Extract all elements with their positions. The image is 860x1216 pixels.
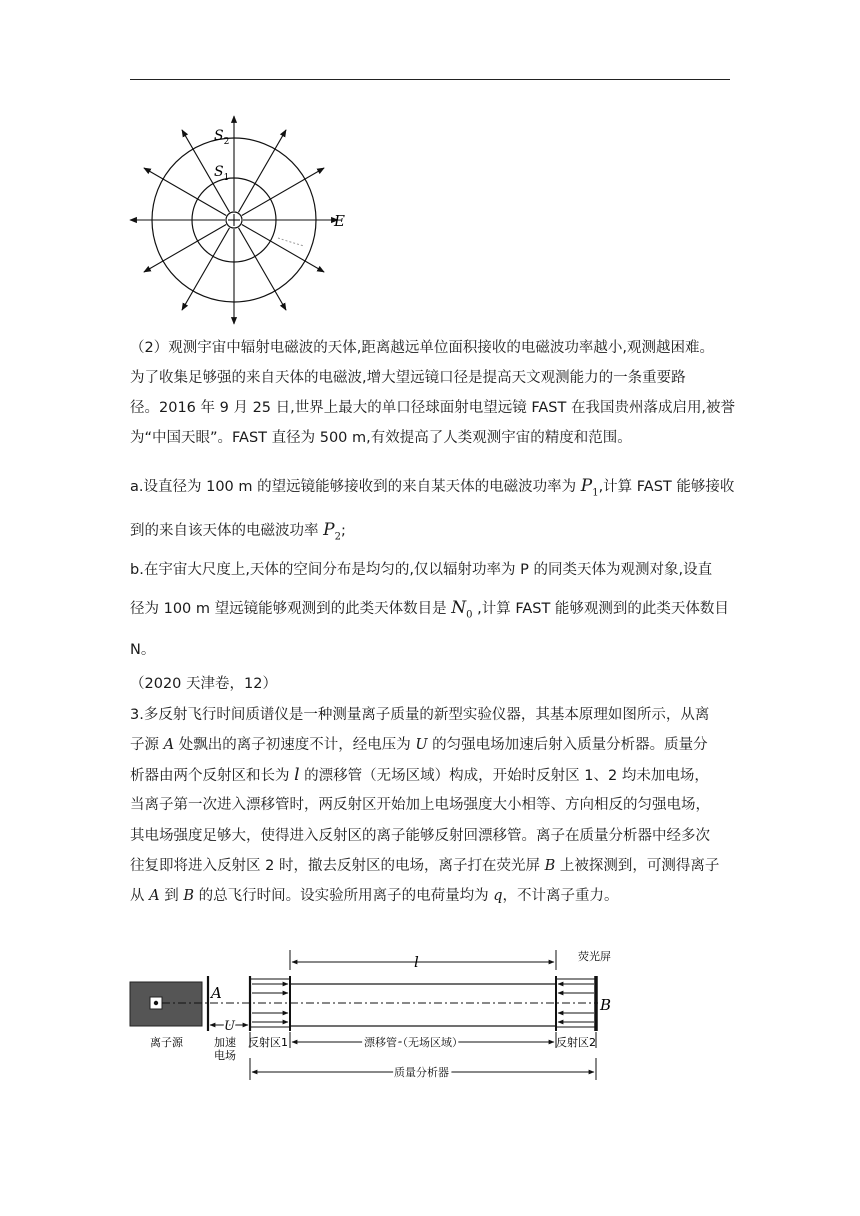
q2-line-4: 为“中国天眼”。FAST 直径为 500 m,有效提高了人类观测宇宙的精度和范围。 xyxy=(130,430,632,446)
source-citation: （2020 天津卷，12） xyxy=(130,676,277,692)
label-s2: $S_2$ xyxy=(214,128,230,147)
q2-b-line-3: N。 xyxy=(130,642,156,658)
q2-b-line-1: b.在宇宙大尺度上,天体的空间分布是均匀的,仅以辐射功率为 P 的同类天体为观测对象,设直 xyxy=(130,562,713,578)
q3-line-3: 析器由两个反射区和长为 l 的漂移管（无场区域）构成，开始时反射区 1、2 均未加电场， xyxy=(130,765,709,785)
q3-line-7: 从 A 到 B 的总飞行时间。设实验所用离子的电荷量均为 q，不计离子重力。 xyxy=(130,888,619,904)
spectrometer-diagram xyxy=(128,946,744,1094)
q3-line-1: 3.多反射飞行时间质谱仪是一种测量离子质量的新型实验仪器，其基本原理如图所示，从离 xyxy=(130,707,710,723)
q2-a-line-2: 到的来自该天体的电磁波功率 $P_2$; xyxy=(130,520,346,543)
q2-b-line-2: 径为 100 m 望远镜能够观测到的此类天体数目是 $N_0$ ,计算 FAST 能够观测到的此类天体数目 xyxy=(130,598,729,621)
label-length: l xyxy=(414,953,419,971)
ion-source xyxy=(130,982,202,1026)
q2-a-line-1: a.设直径为 100 m 的望远镜能够接收到的来自某天体的电磁波功率为 $P_1$,计算 FAST 能够接收 xyxy=(130,476,735,499)
label-s1: $S_1$ xyxy=(214,164,230,183)
field-line xyxy=(144,225,226,273)
label-e: E xyxy=(334,212,345,230)
q2-line-1: （2）观测宇宙中辐射电磁波的天体,距离越远单位面积接收的电磁波功率越小,观测越困难。 xyxy=(130,340,714,356)
label-screen: 荧光屏 xyxy=(578,950,611,963)
label-reflection-region-2: 反射区2 xyxy=(556,1036,596,1049)
field-line xyxy=(239,228,287,310)
field-diagram xyxy=(128,114,360,332)
header-rule xyxy=(130,79,730,80)
field-line xyxy=(242,225,324,273)
label-accel-field-2: 电场 xyxy=(214,1049,236,1062)
label-a: A xyxy=(211,984,222,1002)
field-line xyxy=(239,130,287,212)
label-drift-tube: 漂移管（无场区域） xyxy=(364,1036,463,1049)
field-line xyxy=(182,228,230,310)
label-b: B xyxy=(600,996,612,1014)
drift-tube xyxy=(290,984,556,1026)
q3-line-6: 往复即将进入反射区 2 时，撤去反射区的电场，离子打在荧光屏 B 上被探测到，可测得离子 xyxy=(130,858,720,874)
q3-line-5: 其电场强度足够大，使得进入反射区的离子能够反射回漂移管。离子在质量分析器中经多次 xyxy=(130,828,710,844)
label-reflection-region-1: 反射区1 xyxy=(248,1036,288,1049)
field-line xyxy=(242,168,324,216)
label-accel-field-1: 加速 xyxy=(214,1036,236,1049)
q2-line-2: 为了收集足够强的来自天体的电磁波,增大望远镜口径是提高天文观测能力的一条重要路 xyxy=(130,370,686,386)
q3-line-4: 当离子第一次进入漂移管时，两反射区开始加上电场强度大小相等、方向相反的匀强电场， xyxy=(130,797,710,813)
label-voltage: U xyxy=(224,1019,235,1034)
q3-line-2: 子源 A 处飘出的离子初速度不计，经电压为 U 的匀强电场加速后射入质量分析器。质量分 xyxy=(130,737,708,753)
label-mass-analyzer: 质量分析器 xyxy=(394,1066,449,1079)
q2-line-3: 径。2016 年 9 月 25 日,世界上最大的单口径球面射电望远镜 FAST 在我国贵州落成启用,被誉 xyxy=(130,400,736,416)
label-ion-source: 离子源 xyxy=(150,1036,183,1049)
